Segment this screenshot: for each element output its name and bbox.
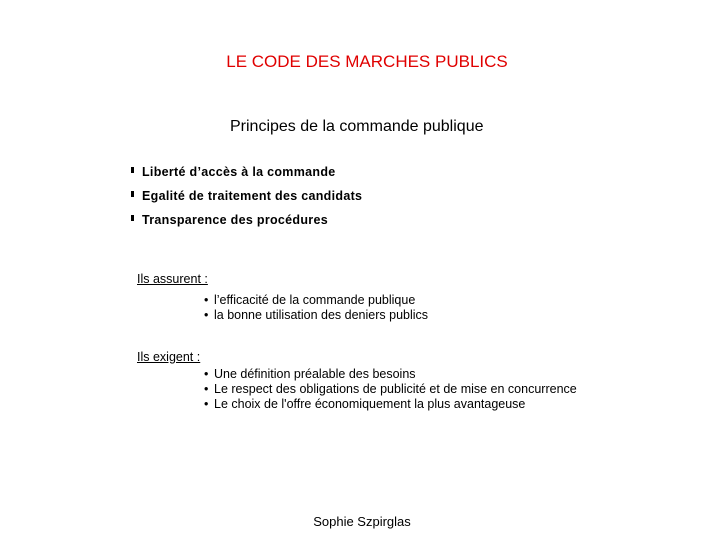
square-bullet-icon (131, 191, 134, 197)
list-item (131, 188, 362, 212)
principle-text: Transparence des procédures (142, 213, 328, 227)
bullet-icon: • (204, 308, 209, 322)
assurent-list (204, 293, 428, 323)
principle-text: Egalité de traitement des candidats (142, 189, 363, 203)
exigent-item-text: Le respect des obligations de publicité et de mise en concurrence (214, 382, 577, 396)
exigent-list (204, 367, 577, 412)
exigent-label: Ils exigent : (137, 350, 201, 364)
list-item (204, 367, 577, 382)
assurent-item-text: la bonne utilisation des deniers publics (214, 308, 429, 322)
list-item (204, 293, 428, 308)
exigent-item-text: Le choix de l'offre économiquement la plus avantageuse (214, 397, 526, 411)
square-bullet-icon (131, 167, 134, 173)
section-subtitle: Principes de la commande publique (230, 118, 484, 135)
principles-list (131, 164, 362, 236)
list-item (204, 382, 577, 397)
bullet-icon: • (204, 382, 209, 396)
principle-text: Liberté d’accès à la commande (142, 165, 336, 179)
list-item (204, 308, 428, 323)
list-item (204, 397, 577, 412)
exigent-item-text: Une définition préalable des besoins (214, 367, 416, 381)
list-item (131, 164, 362, 188)
page-title: LE CODE DES MARCHES PUBLICS (226, 52, 508, 71)
list-item (131, 212, 362, 236)
square-bullet-icon (131, 215, 134, 221)
bullet-icon: • (204, 293, 209, 307)
bullet-icon: • (204, 397, 209, 411)
assurent-item-text: l’efficacité de la commande publique (214, 293, 416, 307)
assurent-label: Ils assurent : (137, 272, 208, 286)
author-name: Sophie Szpirglas (313, 514, 411, 529)
bullet-icon: • (204, 367, 209, 381)
